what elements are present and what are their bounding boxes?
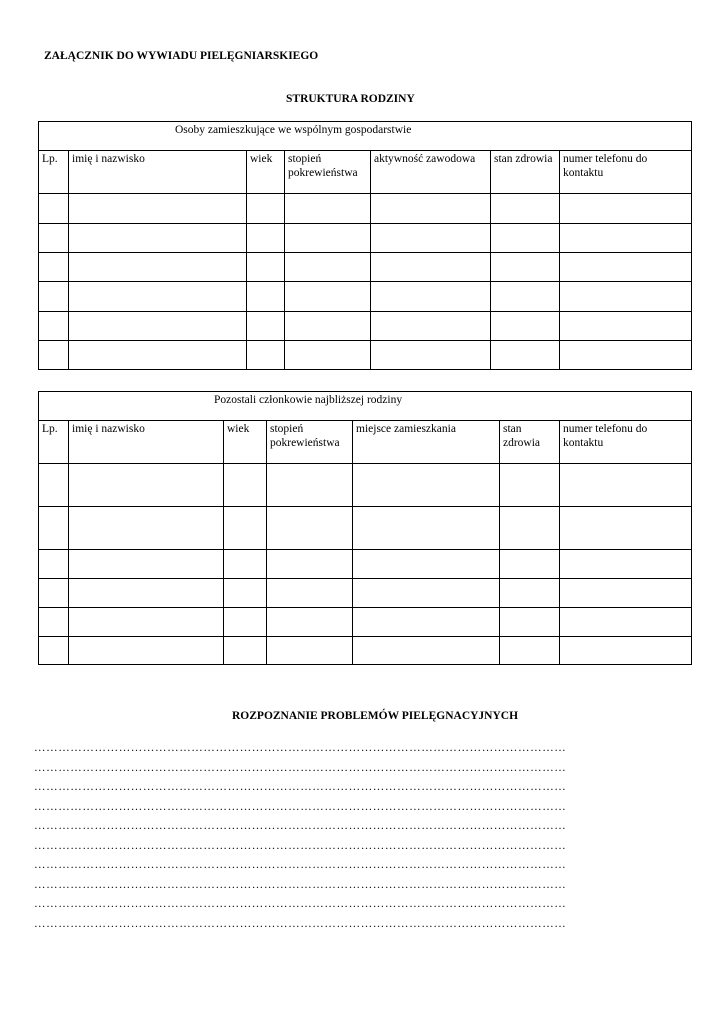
cell[interactable] — [247, 194, 285, 224]
cell[interactable] — [39, 579, 69, 608]
cell[interactable] — [69, 253, 247, 282]
cell[interactable] — [39, 282, 69, 312]
cell[interactable] — [39, 312, 69, 341]
table-row — [39, 579, 692, 608]
dotted-answer-line[interactable]: …………………………………………………………………………………………………………………… — [34, 840, 567, 852]
table-row — [39, 224, 692, 253]
dotted-answer-line[interactable]: …………………………………………………………………………………………………………………… — [34, 918, 567, 930]
cell[interactable] — [500, 579, 560, 608]
cell[interactable] — [247, 341, 285, 370]
cell[interactable] — [247, 224, 285, 253]
cell[interactable] — [491, 312, 560, 341]
cell[interactable] — [560, 312, 692, 341]
header-name: imię i nazwisko — [69, 151, 247, 194]
cell[interactable] — [69, 579, 224, 608]
cell[interactable] — [491, 224, 560, 253]
cell[interactable] — [39, 194, 69, 224]
cell[interactable] — [69, 507, 224, 550]
cell[interactable] — [247, 312, 285, 341]
cell[interactable] — [560, 341, 692, 370]
document-title: ZAŁĄCZNIK DO WYWIADU PIELĘGNIARSKIEGO — [44, 50, 319, 62]
table-row — [39, 550, 692, 579]
header-health: stan zdrowia — [491, 151, 560, 194]
cell[interactable] — [371, 194, 491, 224]
cell[interactable] — [285, 194, 371, 224]
cell[interactable] — [285, 312, 371, 341]
cell[interactable] — [267, 579, 353, 608]
cell[interactable] — [353, 608, 500, 637]
cell[interactable] — [39, 464, 69, 507]
dotted-answer-line[interactable]: …………………………………………………………………………………………………………………… — [34, 879, 567, 891]
cell[interactable] — [267, 464, 353, 507]
header-lp: Lp. — [39, 421, 69, 464]
section-title-family-structure: STRUKTURA RODZINY — [286, 93, 415, 105]
cell[interactable] — [353, 507, 500, 550]
table-row — [39, 282, 692, 312]
header-phone: numer telefonu do kontaktu — [560, 151, 692, 194]
cell[interactable] — [500, 637, 560, 665]
cell[interactable] — [224, 637, 267, 665]
cell[interactable] — [224, 579, 267, 608]
table-row — [39, 464, 692, 507]
header-health: stan zdrowia — [500, 421, 560, 464]
dotted-answer-line[interactable]: …………………………………………………………………………………………………………………… — [34, 781, 567, 793]
table-row — [39, 253, 692, 282]
cell[interactable] — [560, 282, 692, 312]
header-age: wiek — [224, 421, 267, 464]
cell[interactable] — [39, 608, 69, 637]
cell[interactable] — [285, 253, 371, 282]
cell[interactable] — [560, 637, 692, 665]
cell[interactable] — [500, 507, 560, 550]
cell[interactable] — [353, 464, 500, 507]
cell[interactable] — [247, 253, 285, 282]
cell[interactable] — [69, 637, 224, 665]
cell[interactable] — [69, 194, 247, 224]
cell[interactable] — [69, 282, 247, 312]
table-row — [39, 608, 692, 637]
cell[interactable] — [267, 637, 353, 665]
cell[interactable] — [353, 550, 500, 579]
cell[interactable] — [39, 224, 69, 253]
dotted-answer-line[interactable]: …………………………………………………………………………………………………………………… — [34, 898, 567, 910]
cell[interactable] — [224, 608, 267, 637]
header-phone: numer telefonu do kontaktu — [560, 421, 692, 464]
cell[interactable] — [69, 464, 224, 507]
cell[interactable] — [247, 282, 285, 312]
cell[interactable] — [560, 608, 692, 637]
table-caption: Pozostali członkowie najbliższej rodziny — [39, 392, 692, 421]
table-row — [39, 194, 692, 224]
dotted-answer-line[interactable]: …………………………………………………………………………………………………………………… — [34, 859, 567, 871]
cell[interactable] — [353, 579, 500, 608]
household-members-table — [38, 121, 692, 370]
header-relation: stopień pokrewieństwa — [285, 151, 371, 194]
header-age: wiek — [247, 151, 285, 194]
table-row — [39, 507, 692, 550]
cell[interactable] — [371, 312, 491, 341]
cell[interactable] — [491, 194, 560, 224]
cell[interactable] — [224, 464, 267, 507]
cell[interactable] — [224, 507, 267, 550]
dotted-answer-line[interactable]: …………………………………………………………………………………………………………………… — [34, 742, 567, 754]
cell[interactable] — [39, 341, 69, 370]
cell[interactable] — [560, 224, 692, 253]
cell[interactable] — [371, 341, 491, 370]
cell[interactable] — [560, 194, 692, 224]
cell[interactable] — [267, 507, 353, 550]
cell[interactable] — [560, 507, 692, 550]
header-relation: stopień pokrewieństwa — [267, 421, 353, 464]
cell[interactable] — [285, 224, 371, 253]
cell[interactable] — [491, 341, 560, 370]
cell[interactable] — [69, 312, 247, 341]
cell[interactable] — [69, 341, 247, 370]
cell[interactable] — [491, 282, 560, 312]
cell[interactable] — [285, 282, 371, 312]
header-name: imię i nazwisko — [69, 421, 224, 464]
close-family-table — [38, 391, 692, 665]
cell[interactable] — [39, 550, 69, 579]
dotted-answer-line[interactable]: …………………………………………………………………………………………………………………… — [34, 762, 567, 774]
cell[interactable] — [371, 224, 491, 253]
cell[interactable] — [560, 550, 692, 579]
cell[interactable] — [267, 550, 353, 579]
cell[interactable] — [560, 464, 692, 507]
cell[interactable] — [267, 608, 353, 637]
cell[interactable] — [39, 637, 69, 665]
cell[interactable] — [285, 341, 371, 370]
cell[interactable] — [371, 282, 491, 312]
dotted-answer-line[interactable]: …………………………………………………………………………………………………………………… — [34, 801, 567, 813]
cell[interactable] — [371, 253, 491, 282]
dotted-answer-line[interactable]: …………………………………………………………………………………………………………………… — [34, 820, 567, 832]
section-title-nursing-problems: ROZPOZNANIE PROBLEMÓW PIELĘGNACYJNYCH — [232, 710, 519, 722]
cell[interactable] — [491, 253, 560, 282]
cell[interactable] — [69, 224, 247, 253]
cell[interactable] — [69, 608, 224, 637]
cell[interactable] — [39, 253, 69, 282]
cell[interactable] — [500, 464, 560, 507]
table-row — [39, 341, 692, 370]
cell[interactable] — [39, 507, 69, 550]
cell[interactable] — [353, 637, 500, 665]
cell[interactable] — [560, 579, 692, 608]
table-caption: Osoby zamieszkujące we wspólnym gospodarstwie — [39, 122, 692, 151]
header-residence: miejsce zamieszkania — [353, 421, 500, 464]
cell[interactable] — [500, 608, 560, 637]
header-activity: aktywność zawodowa — [371, 151, 491, 194]
cell[interactable] — [69, 550, 224, 579]
table-row — [39, 312, 692, 341]
cell[interactable] — [500, 550, 560, 579]
cell[interactable] — [224, 550, 267, 579]
table-row — [39, 637, 692, 665]
cell[interactable] — [560, 253, 692, 282]
header-lp: Lp. — [39, 151, 69, 194]
